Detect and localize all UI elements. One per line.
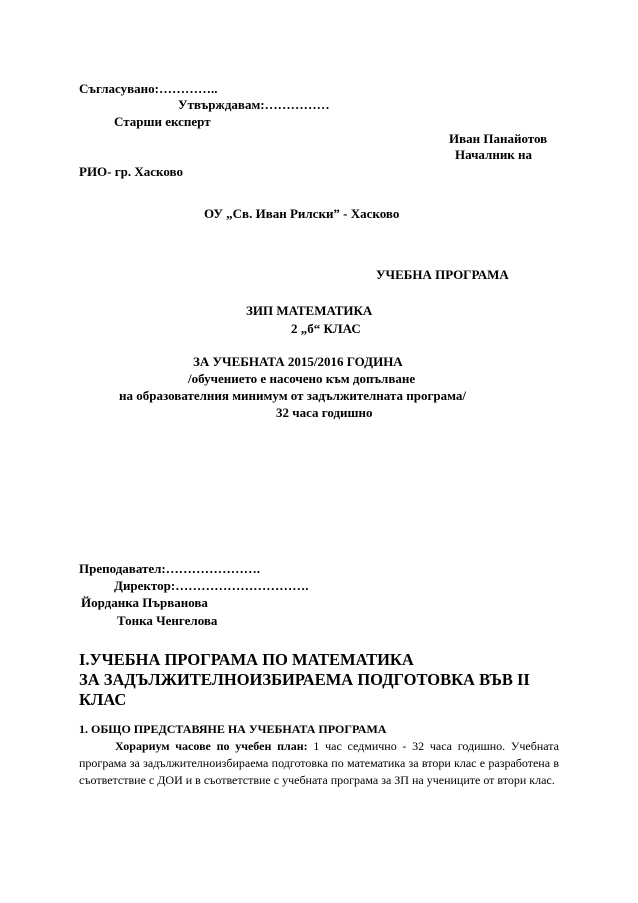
subject-title: ЗИП МАТЕМАТИКА — [246, 303, 373, 318]
hours-lead: Хорариум часове по учебен план: — [115, 739, 308, 753]
section-heading-line-1: I.УЧЕБНА ПРОГРАМА ПО МАТЕМАТИКА — [79, 650, 414, 669]
hours-line: 32 часа годишно — [276, 405, 373, 420]
agreed-label: Съгласувано:………….. — [79, 81, 218, 96]
approve-label: Утвърждавам:…………… — [178, 97, 330, 112]
section-heading-line-3: КЛАС — [79, 690, 127, 709]
teacher-signature-label: Преподавател:…………………. — [79, 561, 261, 576]
school-name: ОУ „Св. Иван Рилски” - Хасково — [204, 206, 400, 221]
senior-expert-label: Старши експерт — [114, 114, 211, 129]
director-signature-label: Директор:…………………………. — [114, 578, 309, 593]
intro-paragraph — [79, 738, 559, 789]
rio-label: РИО- гр. Хасково — [79, 164, 183, 179]
teacher-name: Йорданка Първанова — [81, 595, 208, 610]
note-line-2: на образователния минимум от задължителната програма/ — [119, 388, 466, 403]
class-title: 2 „б“ КЛАС — [291, 321, 361, 336]
section-heading-line-2: ЗА ЗАДЪЛЖИТЕЛНОИЗБИРАЕМА ПОДГОТОВКА ВЪВ II — [79, 670, 530, 689]
paragraph-body: 1 час седмично - 32 часа годишно. Учебната програма за задължителноизбираема подготовка по математика за втори клас е разработена в съответствие с ДОИ и в съответствие с учебната програма за ЗП на учениците от втори клас. — [79, 739, 559, 787]
year-title: ЗА УЧЕБНАТА 2015/2016 ГОДИНА — [193, 354, 403, 369]
note-line-1: /обучението е насочено към допълване — [188, 371, 416, 386]
school-director-name: Тонка Ченгелова — [117, 613, 218, 628]
chief-label: Началник на — [455, 147, 533, 162]
program-title: УЧЕБНА ПРОГРАМА — [376, 267, 509, 282]
director-name: Иван Панайотов — [449, 131, 548, 146]
subsection-heading: 1. ОБЩО ПРЕДСТАВЯНЕ НА УЧЕБНАТА ПРОГРАМА — [79, 722, 387, 736]
